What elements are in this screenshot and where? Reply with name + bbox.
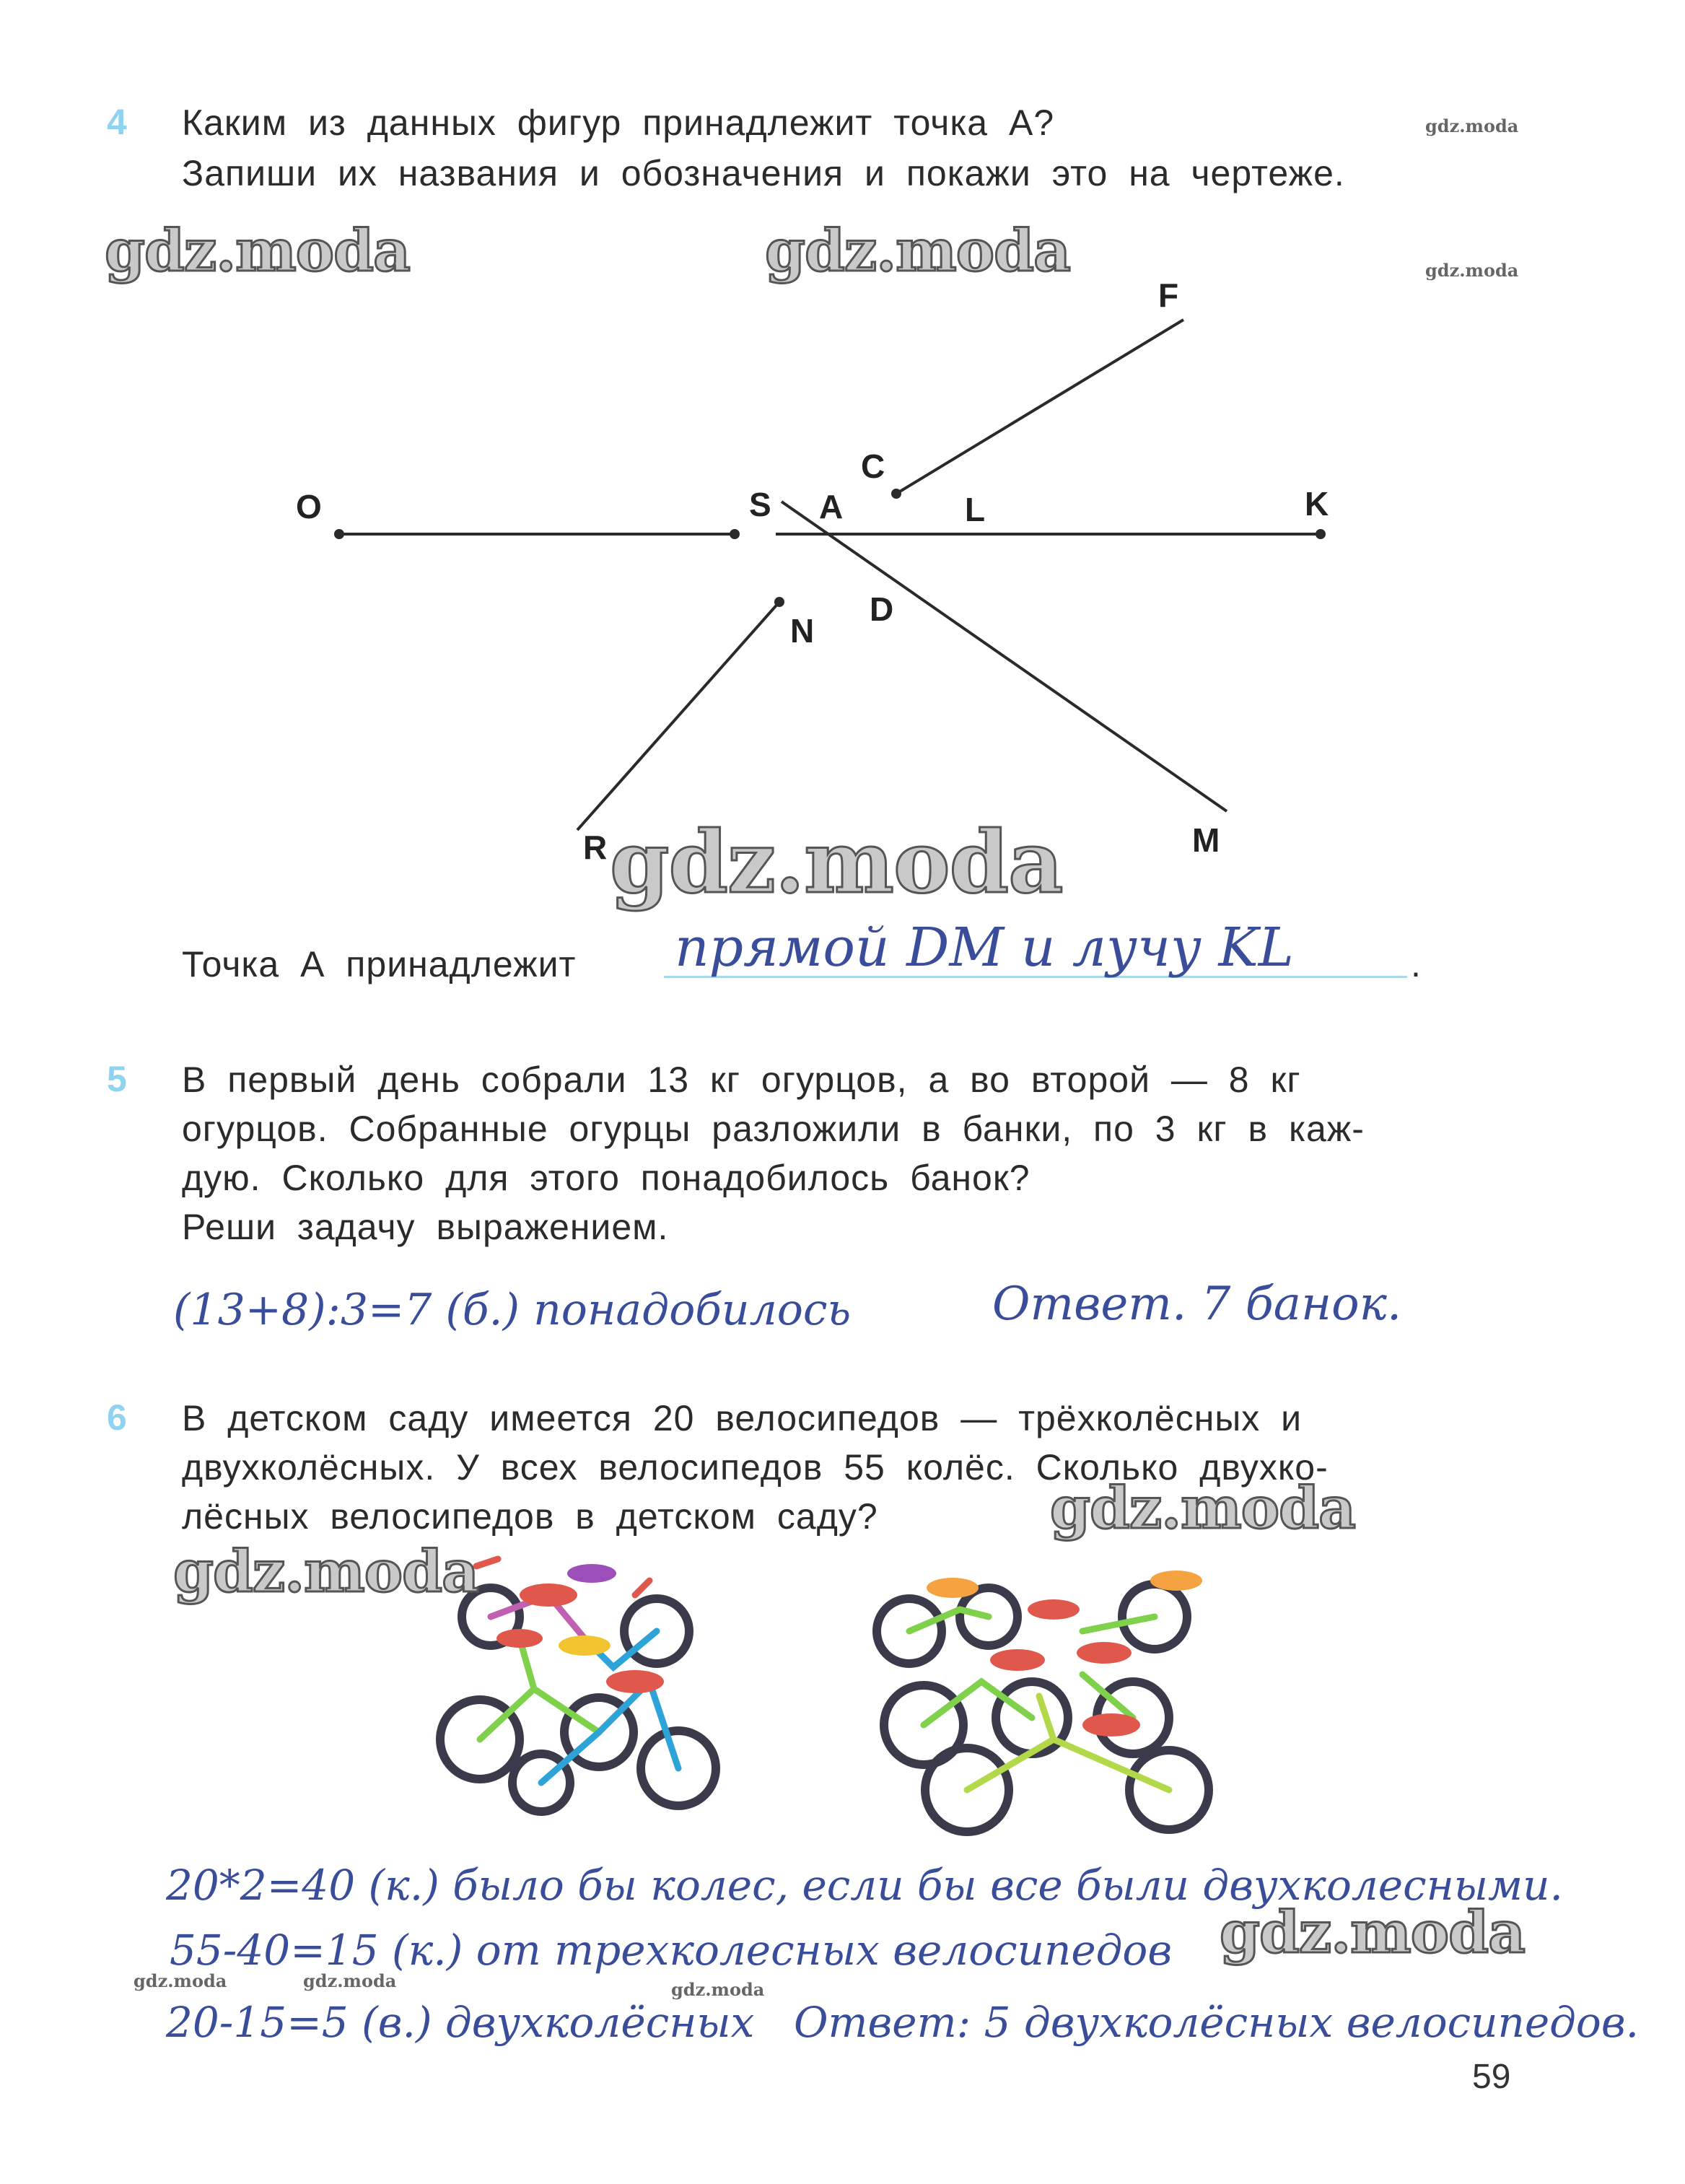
label-m: M [1192, 821, 1220, 859]
task-4-handwritten-answer: прямой DM и лучу KL [675, 917, 1294, 979]
label-c: C [861, 447, 885, 485]
task-6-answer: Ответ: 5 двухколёсных велосипедов. [794, 1998, 1640, 2047]
point-k [1316, 529, 1326, 539]
watermark-small: gdz.moda [1425, 115, 1519, 136]
line-dm [782, 502, 1227, 811]
watermark: gdz.moda [1220, 1898, 1525, 1966]
watermark-small: gdz.moda [134, 1970, 227, 1991]
watermark: gdz.moda [173, 1537, 478, 1605]
task-5-line-3: дую. Сколько для этого понадобилось банок? [182, 1158, 1030, 1198]
task-6-number: 6 [107, 1397, 127, 1438]
task-5-line-2: огурцов. Собранные огурцы разложили в банки, по 3 кг в каж- [182, 1109, 1365, 1149]
task-6-line-3: лёсных велосипедов в детском саду? [182, 1496, 878, 1537]
point-s [730, 529, 740, 539]
task-6-solution-1: 20*2=40 (к.) было бы колес, если бы все были двухколесными. [166, 1861, 1563, 1910]
ray-nr [577, 602, 779, 830]
two-wheel-bicycles-illustration [866, 1552, 1227, 1840]
task-6-line-1: В детском саду имеется 20 велосипедов — трёхколёсных и [182, 1398, 1303, 1438]
label-n: N [790, 612, 815, 650]
point-c [891, 489, 901, 499]
point-n [774, 597, 784, 607]
label-o: O [296, 488, 322, 525]
task-4-line-1: Каким из данных фигур принадлежит точка А? [182, 102, 1055, 143]
watermark-small: gdz.moda [671, 1979, 765, 2000]
watermark: gdz.moda [610, 812, 1063, 912]
label-f: F [1158, 276, 1179, 314]
task-4-number: 4 [107, 102, 127, 142]
page-number: 59 [1472, 2058, 1511, 2096]
label-r: R [583, 829, 608, 866]
point-o [334, 529, 344, 539]
geometry-drawing [0, 0, 1685, 909]
task-5-line-4: Реши задачу выражением. [182, 1207, 669, 1247]
ray-cf [896, 320, 1183, 494]
task-5-line-1: В первый день собрали 13 кг огурцов, а во второй — 8 кг [182, 1060, 1301, 1100]
label-k: K [1305, 485, 1329, 523]
label-l: L [965, 491, 986, 528]
task-6-line-2: двухколёсных. У всех велосипедов 55 колёс. Сколько двухко- [182, 1447, 1329, 1488]
watermark-small: gdz.moda [303, 1970, 397, 1991]
watermark: gdz.moda [105, 217, 410, 284]
label-d: D [870, 590, 894, 628]
task-6-solution-3: 20-15=5 (в.) двухколёсных [166, 1998, 755, 2047]
task-4-line-2: Запиши их названия и обозначения и покажи это на чертеже. [182, 153, 1345, 193]
watermark-small: gdz.moda [1425, 260, 1519, 281]
task-5-solution: (13+8):3=7 (б.) понадобилось [173, 1285, 852, 1335]
label-s: S [749, 486, 771, 523]
task-5-number: 5 [107, 1059, 127, 1099]
task-4-answer-prefix: Точка А принадлежит [182, 944, 577, 984]
task-6-solution-2: 55-40=15 (к.) от трехколесных велосипедов [170, 1926, 1173, 1975]
task-5-answer: Ответ. 7 банок. [992, 1277, 1402, 1331]
label-a: A [819, 488, 844, 525]
task-4-answer-end: . [1411, 944, 1422, 984]
watermark: gdz.moda [1050, 1474, 1355, 1542]
watermark: gdz.moda [765, 217, 1070, 284]
